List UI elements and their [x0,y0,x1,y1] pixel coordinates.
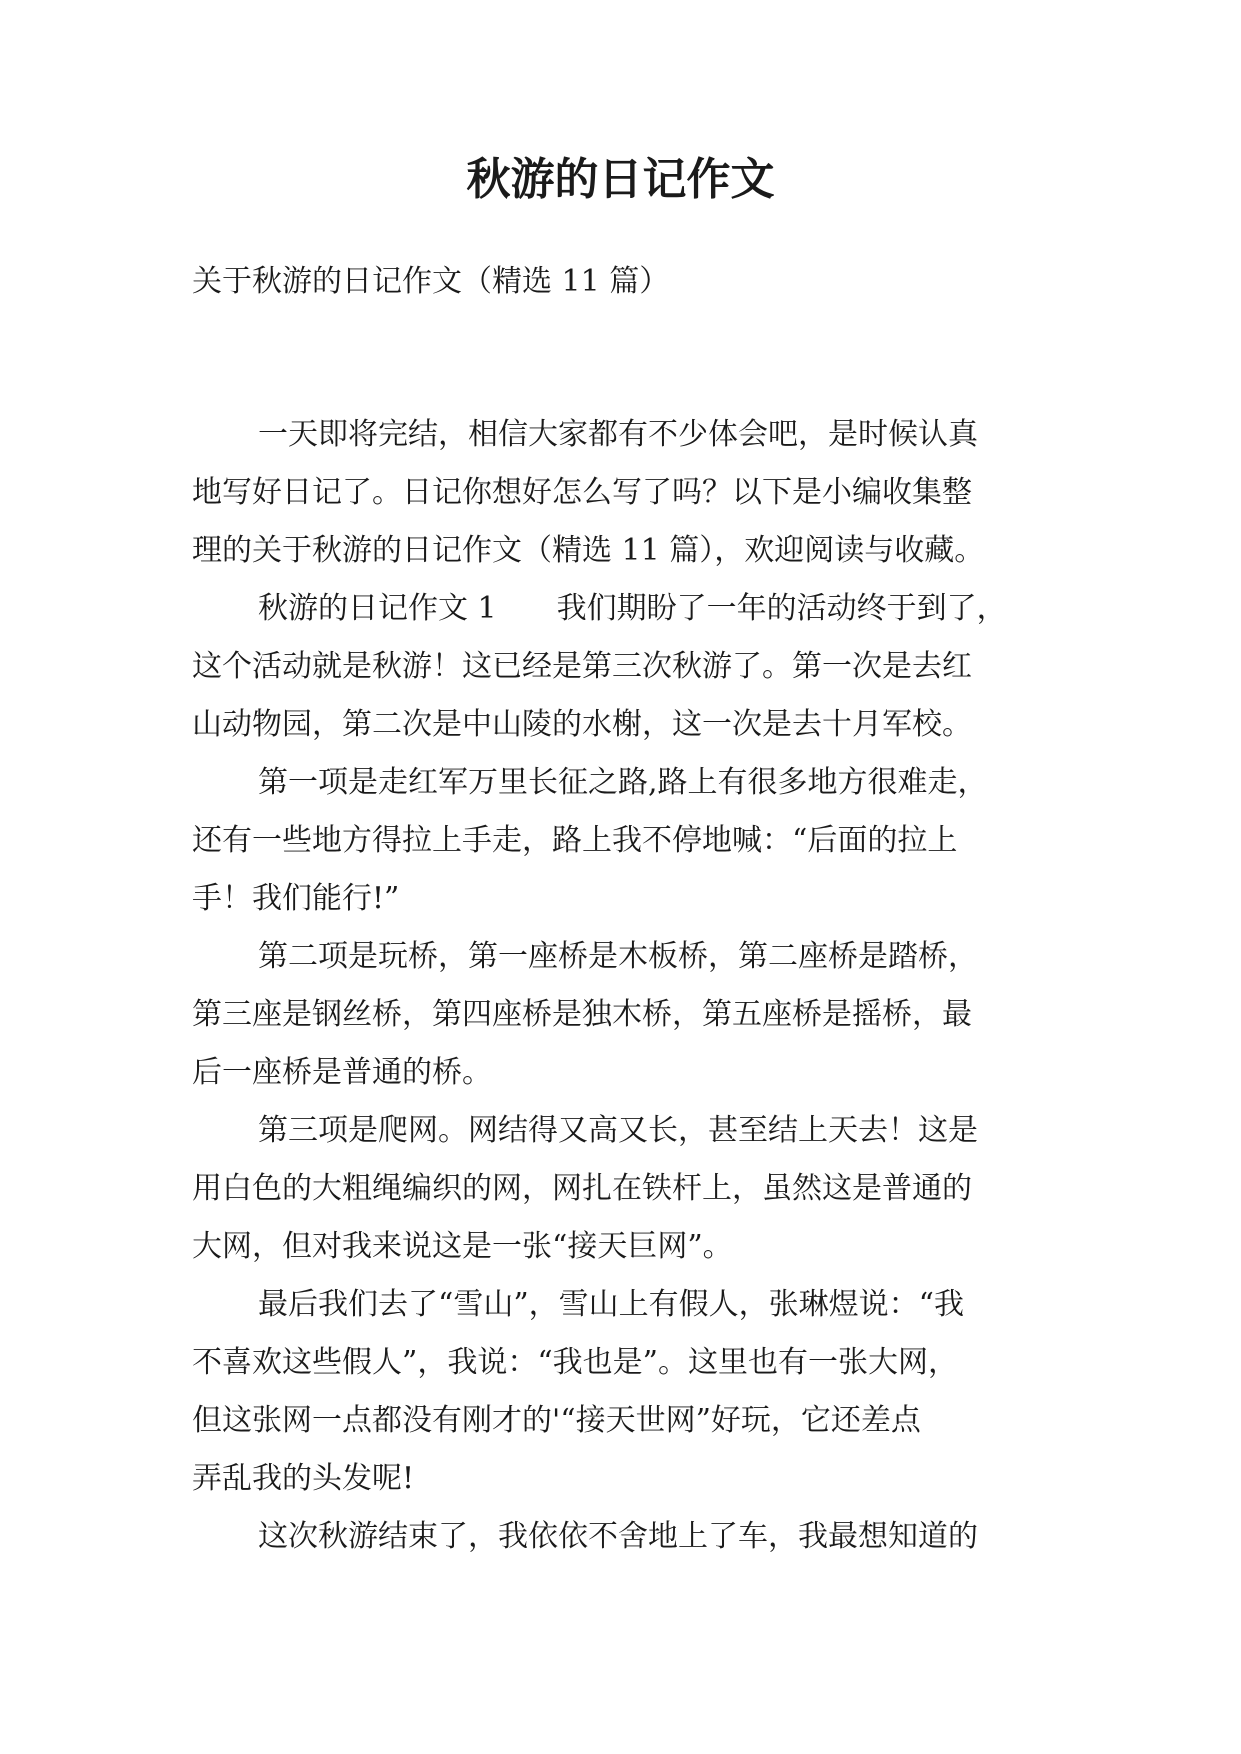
text-line: 后一座桥是普通的桥。 [192,1055,492,1090]
text-line: 还有一些地方得拉上手走，路上我不停地喊：“后面的拉上 [192,823,958,858]
text-line: 第一项是走红军万里长征之路,路上有很多地方很难走， [258,765,988,800]
text-line: 用白色的大粗绳编织的网，网扎在铁杆上，虽然这是普通的 [192,1171,972,1206]
text-line: 手！我们能行!” [192,881,400,916]
text-line: 第三项是爬网。网结得又高又长，甚至结上天去！这是 [258,1113,978,1148]
document-subtitle: 关于秋游的日记作文（精选 11 篇） [192,264,670,299]
text-line: 不喜欢这些假人”，我说：“我也是”。这里也有一张大网， [192,1345,959,1380]
text-line: 地写好日记了。日记你想好怎么写了吗？以下是小编收集整 [192,475,972,510]
text-line: 第三座是钢丝桥，第四座桥是独木桥，第五座桥是摇桥，最 [192,997,972,1032]
document-title: 秋游的日记作文 [466,154,775,205]
text-line: 山动物园，第二次是中山陵的水榭，这一次是去十月军校。 [192,707,972,742]
text-line: 一天即将完结，相信大家都有不少体会吧，是时候认真 [258,417,978,452]
text-line: 秋游的日记作文 1 我们期盼了一年的活动终于到了， [258,591,1007,626]
text-line: 最后我们去了“雪山”，雪山上有假人，张琳煜说：“我 [258,1287,965,1322]
text-line: 大网，但对我来说这是一张“接天巨网”。 [192,1229,733,1264]
text-line: 理的关于秋游的日记作文（精选 11 篇），欢迎阅读与收藏。 [192,533,985,568]
document-body [192,406,1072,1566]
text-line: 但这张网一点都没有刚才的'“接天世网”好玩，它还差点 [192,1403,921,1438]
text-line: 这个活动就是秋游！这已经是第三次秋游了。第一次是去红 [192,649,972,684]
text-line: 弄乱我的头发呢! [192,1461,415,1496]
text-line: 这次秋游结束了，我依依不舍地上了车，我最想知道的 [258,1519,978,1554]
text-line: 第二项是玩桥，第一座桥是木板桥，第二座桥是踏桥， [258,939,978,974]
